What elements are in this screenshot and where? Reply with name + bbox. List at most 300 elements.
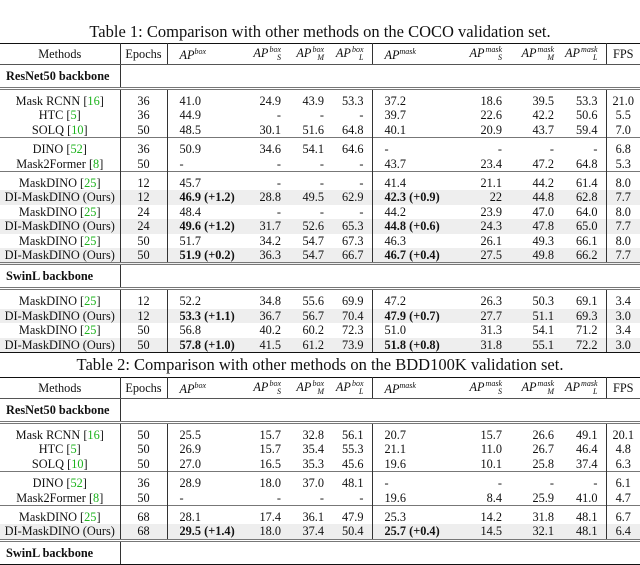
data-cell [242,172,289,191]
method-name: Mask2Former [16,490,86,505]
data-cell [372,289,460,309]
value: 22.6 [480,108,502,123]
data-cell [120,123,167,138]
method-name: MaskDINO [18,204,77,219]
header-cell [562,378,606,399]
citation-link[interactable]: 10 [71,122,84,137]
value: 48.1 [341,476,364,491]
data-cell [562,157,606,172]
value: 49.6 (+1.2) [179,219,235,234]
value: 64.6 [341,142,364,157]
value: 17.4 [259,510,281,525]
data-cell [510,219,562,233]
value: 26.3 [480,294,502,309]
data-cell [562,108,606,122]
value: 57.8 (+1.0) [179,337,235,352]
data-cell [120,289,167,309]
header-cell [606,44,640,65]
value: 49.1 [575,428,598,442]
data-cell [120,323,167,337]
data-cell [510,524,562,540]
value: 8.0 [615,176,631,191]
value: 40.2 [259,323,281,338]
method-cell [0,309,120,323]
data-cell [242,219,289,233]
data-cell [372,157,460,172]
data-cell [167,219,242,233]
data-cell [510,472,562,491]
data-cell [167,289,242,309]
data-cell [372,89,460,109]
method-cell: Mask RCNN [16] [0,423,120,443]
value: 16.5 [259,456,281,471]
value: - [319,490,324,505]
citation-link[interactable]: 5 [70,442,77,457]
value: 50 [137,323,150,338]
value: 47.0 [532,204,554,219]
value: 28.9 [179,476,202,491]
header-ap-mask-base: AP [384,382,400,397]
value: 27.0 [179,456,202,471]
value: 31.8 [480,337,502,352]
data-cell [460,323,510,337]
value: 49.8 [532,248,554,263]
data-cell [120,89,167,109]
method-name: DI-MaskDINO (Ours) [4,190,115,205]
value: 31.8 [532,510,554,525]
data-cell [289,190,332,204]
data-cell [332,89,372,109]
data-cell [372,506,460,525]
value: 66.2 [575,248,598,263]
value: 8.0 [615,204,631,219]
data-cell [460,89,510,109]
data-cell [289,157,332,172]
value: 35.3 [302,456,324,471]
data-cell [167,323,242,337]
header-cell [562,44,606,65]
value: 3.0 [615,308,631,323]
data-cell [332,219,372,233]
data-cell [460,172,510,191]
data-cell [289,442,332,456]
method-cell: Mask RCNN [16] [0,89,120,109]
value: 50 [137,122,150,137]
data-cell [167,172,242,191]
header-cell [510,44,562,65]
data-cell [120,138,167,157]
citation-link[interactable]: 52 [70,476,83,491]
data-cell [606,491,640,506]
value: 25.7 (+0.4) [384,524,440,539]
table-2-caption: Table 2: Comparison with other methods on the BDD100K validation set. [76,355,564,374]
citation-link[interactable]: 5 [70,108,77,123]
data-cell [332,457,372,472]
data-cell [562,205,606,219]
header-methods: Methods [38,46,82,61]
value: - [276,490,281,505]
data-cell [332,472,372,491]
value: 51.7 [179,233,202,248]
data-cell [562,219,606,233]
value: 55.6 [302,294,324,309]
value: 70.4 [341,308,364,323]
value: 7.7 [615,219,631,234]
header-ap-mask-m-sup: mask [537,45,554,55]
value: - [593,476,598,491]
value: 15.7 [259,442,281,457]
header-ap-box-s-base: AP [253,45,269,60]
data-cell [510,442,562,456]
citation-link[interactable]: 25 [84,233,97,248]
value: 24 [137,219,150,234]
value: 48.1 [575,510,598,525]
data-cell [562,442,606,456]
data-cell [510,309,562,323]
value: 6.3 [615,456,631,471]
data-cell [289,138,332,157]
data-cell [562,472,606,491]
value: 50 [137,248,150,263]
data-cell [460,138,510,157]
data-cell [167,108,242,122]
method-name: SOLQ [31,122,65,137]
data-cell [242,309,289,323]
value: - [359,490,364,505]
value: 51.9 (+0.2) [179,248,235,263]
header-ap-mask-s-sub: S [498,53,502,63]
table-row [0,172,640,191]
data-cell [167,89,242,109]
value: 50 [137,337,150,352]
value: 53.3 [575,94,598,108]
data-cell [167,248,242,264]
value: 51.6 [302,122,324,137]
data-cell [332,123,372,138]
method-cell [0,219,120,233]
data-cell [289,472,332,491]
data-cell [242,423,289,443]
data-cell [242,138,289,157]
data-cell [372,138,460,157]
header-ap-mask-m-sub: M [547,387,554,397]
data-cell [372,219,460,233]
value: 64.8 [575,156,598,171]
value: - [276,176,281,191]
table-row [0,524,640,540]
method-name: Mask RCNN [15,428,81,442]
data-cell [120,472,167,491]
method-name: MaskDINO [18,323,77,338]
data-cell [606,157,640,172]
value: - [549,142,554,157]
data-cell [460,289,510,309]
data-cell [372,205,460,219]
data-cell [510,138,562,157]
data-cell [242,123,289,138]
method-name: Mask RCNN [15,94,81,108]
section-row [0,65,640,89]
citation-link[interactable]: 25 [84,510,97,525]
header-ap-box-l-sup: box [351,45,364,55]
value: 34.2 [259,233,281,248]
citation-link[interactable]: 8 [93,156,100,171]
header-ap-mask-sup: mask [399,47,416,57]
data-cell [167,506,242,525]
data-cell [120,506,167,525]
data-cell [167,338,242,353]
data-cell [562,524,606,540]
data-cell [120,190,167,204]
value: 35.4 [302,442,324,457]
value: 27.7 [480,308,502,323]
data-cell [332,157,372,172]
value: 12 [137,176,150,191]
value: 42.3 (+0.9) [384,190,440,205]
section-label: ResNet50 backbone [0,65,120,89]
value: - [359,204,364,219]
section-row [0,264,640,289]
value: 23.9 [480,204,502,219]
data-cell [562,123,606,138]
value: - [359,156,364,171]
data-cell [242,442,289,456]
header-ap-box-l-sup: box [351,379,364,389]
method-cell: MaskDINO [25] [0,323,120,337]
value: 6.7 [615,510,631,525]
data-cell [167,309,242,323]
method-cell [0,338,120,353]
value: 46.3 [384,233,407,248]
value: 37.0 [302,476,324,491]
value: 52.2 [179,294,202,309]
data-cell [372,524,460,540]
data-cell [562,289,606,309]
value: 50 [137,428,150,442]
method-name: DINO [32,142,64,157]
value: 65.3 [341,219,364,234]
method-cell: MaskDINO [25] [0,289,120,309]
value: 49.5 [302,190,324,205]
value: 34.6 [259,142,281,157]
data-cell [289,219,332,233]
table-row [0,457,640,472]
value: - [593,142,598,157]
header-ap-mask-s-sup: mask [485,379,502,389]
value: 47.9 [341,510,364,525]
data-cell [167,491,242,506]
header-cell [167,44,242,65]
value: - [276,156,281,171]
table-row [0,108,640,122]
method-name: DINO [32,476,64,491]
value: 18.0 [259,524,281,539]
value: - [359,108,364,123]
value: 71.2 [575,323,598,338]
value: 54.7 [302,248,324,263]
value: - [384,142,389,157]
data-cell [167,524,242,540]
value: 36.7 [259,308,281,323]
value: 51.1 [532,308,554,323]
data-cell [289,524,332,540]
data-cell [606,289,640,309]
data-cell [460,491,510,506]
value: 44.9 [179,108,202,123]
value: 12 [137,190,150,205]
data-cell [460,248,510,264]
value: 50.6 [575,108,598,123]
data-cell [372,172,460,191]
data-cell [510,423,562,443]
header-ap-box-s-sup: box [269,45,281,55]
citation-link[interactable]: 10 [71,456,84,471]
data-cell [167,205,242,219]
data-cell [120,338,167,353]
value: 32.1 [532,524,554,539]
data-cell [562,491,606,506]
value: 21.0 [612,94,635,108]
citation-link[interactable]: 16 [87,94,100,108]
data-cell [332,108,372,122]
citation-link[interactable]: 25 [84,323,97,338]
header-ap-mask-s-sub: S [498,387,502,397]
value: 44.8 (+0.6) [384,219,440,234]
value: 47.2 [384,294,407,309]
citation-link[interactable]: 25 [84,204,97,219]
data-cell [120,524,167,540]
value: 50.4 [341,524,364,539]
method-name: Mask2Former [16,156,86,171]
value: 53.3 [341,94,364,108]
value: 20.9 [480,122,502,137]
header-ap-box-m-base: AP [296,45,312,60]
table-row [0,219,640,233]
data-cell [372,423,460,443]
data-cell [562,323,606,337]
header-row [0,378,640,399]
value: 54.1 [532,323,554,338]
value: 36 [137,142,150,157]
table-row [0,472,640,491]
header-epochs: Epochs [125,380,162,395]
table-row [0,289,640,309]
method-name: SOLQ [31,456,65,471]
value: 51.8 (+0.8) [384,337,440,352]
header-ap-mask-l-base: AP [565,45,581,60]
value: 46.7 (+0.4) [384,248,440,263]
value: 37.2 [384,94,407,108]
table-row [0,423,640,443]
value: 51.0 [384,323,407,338]
header-fps: FPS [612,380,634,395]
value: - [276,108,281,123]
data-cell [289,108,332,122]
method-cell: Mask2Former [8] [0,491,120,506]
value: 36 [137,108,150,123]
method-cell [0,524,120,540]
value: 53.3 (+1.1) [179,308,235,323]
value: 36.1 [302,510,324,525]
method-cell: HTC [5] [0,108,120,122]
data-cell [120,457,167,472]
value: 36 [137,94,150,108]
data-cell [372,457,460,472]
citation-link[interactable]: 52 [70,142,83,157]
value: 24.3 [480,219,502,234]
header-cell [332,44,372,65]
method-cell [0,190,120,204]
data-cell [460,423,510,443]
data-cell [242,234,289,248]
value: 23.4 [480,156,502,171]
value: 8.0 [615,233,631,248]
data-cell [372,491,460,506]
method-name: DI-MaskDINO (Ours) [4,524,115,539]
value: 41.0 [575,490,598,505]
value: 46.4 [575,442,598,457]
header-cell [372,44,460,65]
table-row [0,89,640,109]
citation-link[interactable]: 25 [84,294,97,309]
value: 24.9 [259,94,281,108]
data-cell [562,248,606,264]
data-cell [510,289,562,309]
data-cell [562,234,606,248]
value: 40.1 [384,122,407,137]
value: 62.8 [575,190,598,205]
value: 4.7 [615,490,631,505]
value: 61.2 [302,337,324,352]
table-row [0,491,640,506]
citation-link[interactable]: 25 [84,176,97,191]
value: 27.5 [480,248,502,263]
section-label: SwinL backbone [0,540,120,564]
header-fps: FPS [612,46,634,61]
value: - [319,156,324,171]
data-cell [242,289,289,309]
table-row [0,157,640,172]
header-cell [0,44,120,65]
value: 26.9 [179,442,202,457]
value: 37.4 [302,524,324,539]
value: 54.7 [302,233,324,248]
value: - [319,176,324,191]
value: 43.9 [302,94,324,108]
table-row [0,338,640,353]
header-ap-box-s-base: AP [253,379,269,394]
data-cell [242,108,289,122]
data-cell [289,423,332,443]
value: - [179,156,184,171]
value: 25.5 [179,428,202,442]
value: 50 [137,490,150,505]
header-ap-mask-sup: mask [399,381,416,391]
data-cell [242,506,289,525]
data-cell [332,234,372,248]
data-cell [289,172,332,191]
citation-link[interactable]: 8 [93,490,100,505]
value: 59.4 [575,122,598,137]
value: 26.1 [480,233,502,248]
value: 41.5 [259,337,281,352]
citation-link[interactable]: 16 [87,428,100,442]
data-cell [562,423,606,443]
value: 56.1 [341,428,364,442]
table-row [0,248,640,264]
value: 54.1 [302,142,324,157]
data-cell [120,309,167,323]
